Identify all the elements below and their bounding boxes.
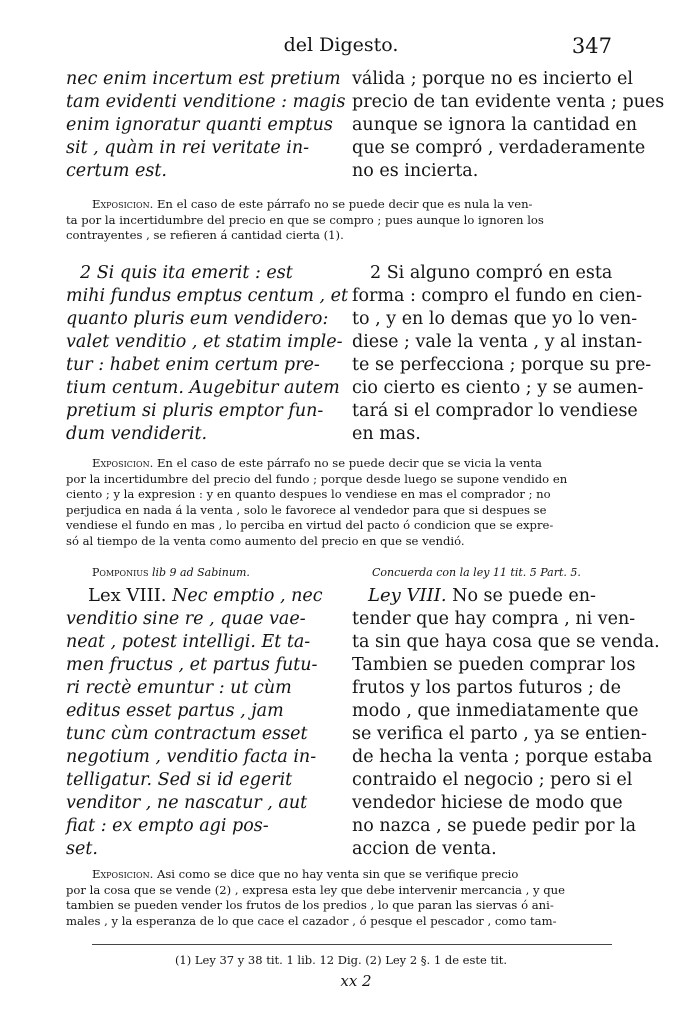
spanish-column-3 — [352, 584, 660, 861]
latin-line: 2 Si quis ita emerit : est — [80, 263, 293, 283]
spanish-column-2 — [352, 262, 652, 446]
spanish-line: en mas. — [352, 424, 421, 444]
latin-line: enim ignoratur quanti emptus — [66, 115, 333, 135]
spanish-line: forma : compro el fundo en cien- — [352, 286, 642, 306]
latin-line: neat , potest intelligi. Et ta- — [66, 632, 311, 652]
exposicion-label: Exposicion. — [92, 197, 154, 211]
exposicion-line: por la cosa que se vende (2) , expresa esta ley que debe intervenir mercancia , y que — [66, 882, 566, 897]
source-citation-right: Concuerda con la ley 11 tit. 5 Part. 5. — [372, 566, 581, 579]
latin-line: editus esset partus , jam — [66, 701, 284, 721]
latin-line: tium centum. Augebitur autem — [66, 378, 340, 398]
exposicion-line: tambien se pueden vender los frutos de los predios , lo que paran las siervas ó ani- — [66, 898, 554, 912]
spanish-line: válida ; porque no es incierto el — [352, 69, 634, 89]
exposicion-line: ta por la incertidumbre del precio en que se compro ; pues aunque lo ignoren los — [66, 212, 544, 227]
latin-line: tur : habet enim certum pre- — [66, 355, 320, 375]
latin-line: fiat : ex empto agi pos- — [66, 816, 269, 836]
footnote: (1) Ley 37 y 38 tit. 1 lib. 12 Dig. (2) Ley 2 §. 1 de este tit. — [174, 953, 508, 967]
latin-line: ri rectè emuntur : ut cùm — [66, 678, 292, 698]
exposicion-label: Exposicion. — [92, 867, 154, 881]
exposicion-line: perjudica en nada á la venta , solo le favorece al vendedor para que si despues se — [66, 502, 547, 517]
latin-line: set. — [66, 839, 98, 859]
latin-line: quanto pluris eum vendidero: — [66, 309, 329, 329]
spanish-line: cio cierto es ciento ; y se aumen- — [352, 378, 644, 398]
spanish-line: diese ; vale la venta , y al instan- — [352, 332, 643, 352]
latin-line: negotium , venditio facta in- — [66, 747, 317, 767]
latin-line: venditio sine re , quae vae- — [66, 609, 306, 629]
spanish-line: No se puede en- — [446, 586, 596, 606]
spanish-column-1 — [352, 68, 665, 183]
source-work: lib 9 ad Sabinum. — [148, 566, 250, 579]
spanish-line: te se perfecciona ; porque su pre- — [352, 355, 652, 375]
exposicion-1 — [66, 197, 618, 244]
latin-column-1 — [66, 68, 346, 183]
exposicion-line: males , y la esperanza de lo que cace el cazador , ó pesque el pescador , como tam- — [66, 913, 557, 928]
exposicion-3 — [66, 867, 618, 929]
exposicion-line: só al tiempo de la venta como aumento del precio en que se vendió. — [66, 533, 465, 548]
latin-line: Nec emptio , nec — [166, 586, 323, 606]
latin-line: valet venditio , et statim imple- — [66, 332, 343, 352]
law-number-spanish: Ley VIII. — [368, 585, 447, 606]
spanish-line: accion de venta. — [352, 839, 497, 859]
exposicion-line: Asi como se dice que no hay venta sin que se verifique precio — [156, 867, 519, 881]
spanish-line: de hecha la venta ; porque estaba — [352, 747, 653, 767]
exposicion-line: En el caso de este párrafo no se puede decir que es nula la ven- — [156, 197, 533, 211]
latin-line: venditor , ne nascatur , aut — [66, 793, 308, 813]
spanish-line: aunque se ignora la cantidad en — [352, 115, 637, 135]
latin-line: sit , quàm in rei veritate in- — [66, 138, 310, 158]
footnote-rule — [92, 944, 612, 945]
exposicion-line: contrayentes , se refieren á cantidad cierta (1). — [66, 228, 344, 242]
spanish-line: se verifica el parto , ya se entien- — [352, 724, 647, 744]
latin-line: mihi fundus emptus centum , et — [66, 286, 349, 306]
latin-line: certum est. — [66, 161, 167, 181]
running-head: del Digesto. — [283, 34, 399, 56]
exposicion-label: Exposicion. — [92, 456, 154, 470]
spanish-line: Tambien se pueden comprar los — [352, 655, 636, 675]
latin-line: telligatur. Sed si id egerit — [66, 770, 293, 790]
spanish-line: no nazca , se puede pedir por la — [352, 816, 637, 836]
source-author: Pomponius — [92, 566, 149, 579]
spanish-line: to , y en lo demas que yo lo ven- — [352, 309, 638, 329]
latin-line: dum vendiderit. — [66, 424, 208, 444]
exposicion-line: por la incertidumbre del precio del fundo ; porque desde luego se supone vendido en — [66, 471, 568, 486]
latin-line: nec enim incertum est pretium — [66, 69, 341, 89]
latin-line: tam evidenti venditione : magis — [66, 92, 346, 112]
exposicion-line: ciento ; y la expresion : y en quanto despues lo vendiese en mas el comprador ; no — [66, 487, 551, 501]
spanish-line: modo , que inmediatamente que — [352, 701, 639, 721]
latin-line: tunc cùm contractum esset — [66, 724, 308, 744]
spanish-line: contraido el negocio ; pero si el — [352, 770, 633, 790]
spanish-line: 2 Si alguno compró en esta — [370, 263, 613, 283]
latin-column-3 — [66, 584, 340, 861]
exposicion-line: vendiese el fundo en mas , lo perciba en virtud del pacto ó condicion que se expre- — [66, 518, 554, 532]
spanish-line: vendedor hiciese de modo que — [352, 793, 623, 813]
spanish-line: precio de tan evidente venta ; pues — [352, 92, 665, 112]
spanish-line: no es incierta. — [352, 161, 479, 181]
spanish-line: frutos y los partos futuros ; de — [352, 678, 621, 698]
latin-line: men fructus , et partus futu- — [66, 655, 318, 675]
spanish-line: ta sin que haya cosa que se venda. — [352, 632, 660, 652]
signature-mark: xx 2 — [340, 972, 372, 990]
exposicion-line: En el caso de este párrafo no se puede decir que se vicia la venta — [156, 456, 542, 470]
latin-line: pretium si pluris emptor fun- — [66, 401, 324, 421]
source-citation-left — [92, 566, 250, 579]
spanish-line: tará si el comprador lo vendiese — [352, 401, 638, 421]
latin-column-2 — [66, 262, 349, 446]
law-number-latin: Lex VIII. — [88, 585, 167, 606]
page-number: 347 — [571, 34, 612, 58]
spanish-line: que se compró , verdaderamente — [352, 138, 646, 158]
spanish-line: tender que hay compra , ni ven- — [352, 609, 636, 629]
exposicion-2 — [66, 456, 618, 549]
